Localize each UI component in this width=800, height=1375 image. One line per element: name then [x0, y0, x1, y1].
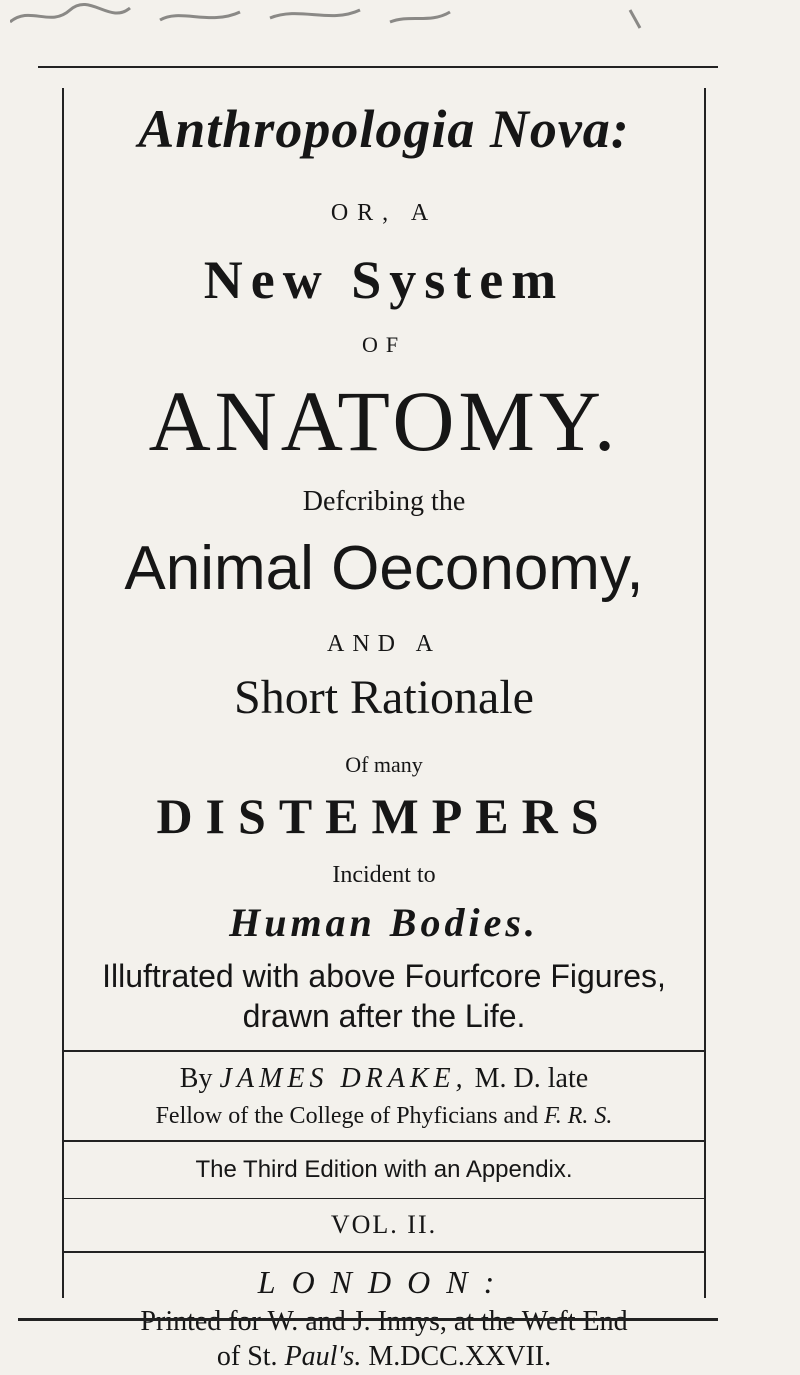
subtitle-of: OF	[361, 332, 407, 357]
imprint-of-st: of St.	[216, 1341, 285, 1372]
handwritten-scribble	[10, 0, 710, 30]
title-animal-oeconomy: Animal Oeconomy,	[124, 534, 644, 603]
divider-rule	[64, 1198, 704, 1199]
illustrated-line-1: Illuftrated with above Fourfcore Figures,	[102, 958, 666, 994]
author-by: By	[179, 1063, 213, 1094]
imprint-year: M.DCC.XXVII.	[361, 1341, 552, 1372]
subtitle-and-a: AND A	[326, 631, 441, 657]
author-name: JAMES DRAKE,	[219, 1063, 468, 1094]
imprint-printed-for: Printed for W. and J. Innys, at the Weft End	[140, 1306, 628, 1337]
edition-line: The Third Edition with an Appendix.	[195, 1156, 573, 1183]
imprint-location	[64, 1343, 704, 1371]
frame-bottom-rule	[18, 1318, 718, 1321]
title-short-rationale: Short Rationale	[234, 671, 534, 724]
subtitle-of-many: Of many	[345, 752, 423, 777]
title-human-bodies: Human Bodies.	[229, 900, 539, 945]
author-degree: M. D. late	[474, 1063, 589, 1094]
author-affiliation	[64, 1104, 704, 1128]
volume-label: VOL. II.	[330, 1210, 438, 1239]
describing-text: Defcribing the	[302, 486, 466, 517]
main-title: Anthropologia Nova:	[138, 99, 630, 159]
divider-rule	[64, 1140, 704, 1142]
divider-rule	[64, 1050, 704, 1052]
illustrated-line-2: drawn after the Life.	[242, 998, 526, 1034]
imprint-pauls: Paul's.	[284, 1341, 362, 1372]
frame-top-rule	[38, 66, 718, 68]
title-distempers: DISTEMPERS	[156, 788, 612, 844]
title-new-system: New System	[203, 250, 565, 310]
title-anatomy: ANATOMY.	[148, 373, 620, 469]
author-line	[64, 1065, 704, 1093]
subtitle-or-a: OR, A	[330, 200, 438, 226]
author-frs: F. R. S.	[544, 1103, 613, 1129]
divider-rule	[64, 1251, 704, 1253]
subtitle-incident-to: Incident to	[332, 862, 436, 888]
title-page	[62, 88, 706, 1372]
imprint-city: LONDON:	[257, 1264, 511, 1300]
author-fellow: Fellow of the College of Phyficians and	[155, 1103, 545, 1129]
